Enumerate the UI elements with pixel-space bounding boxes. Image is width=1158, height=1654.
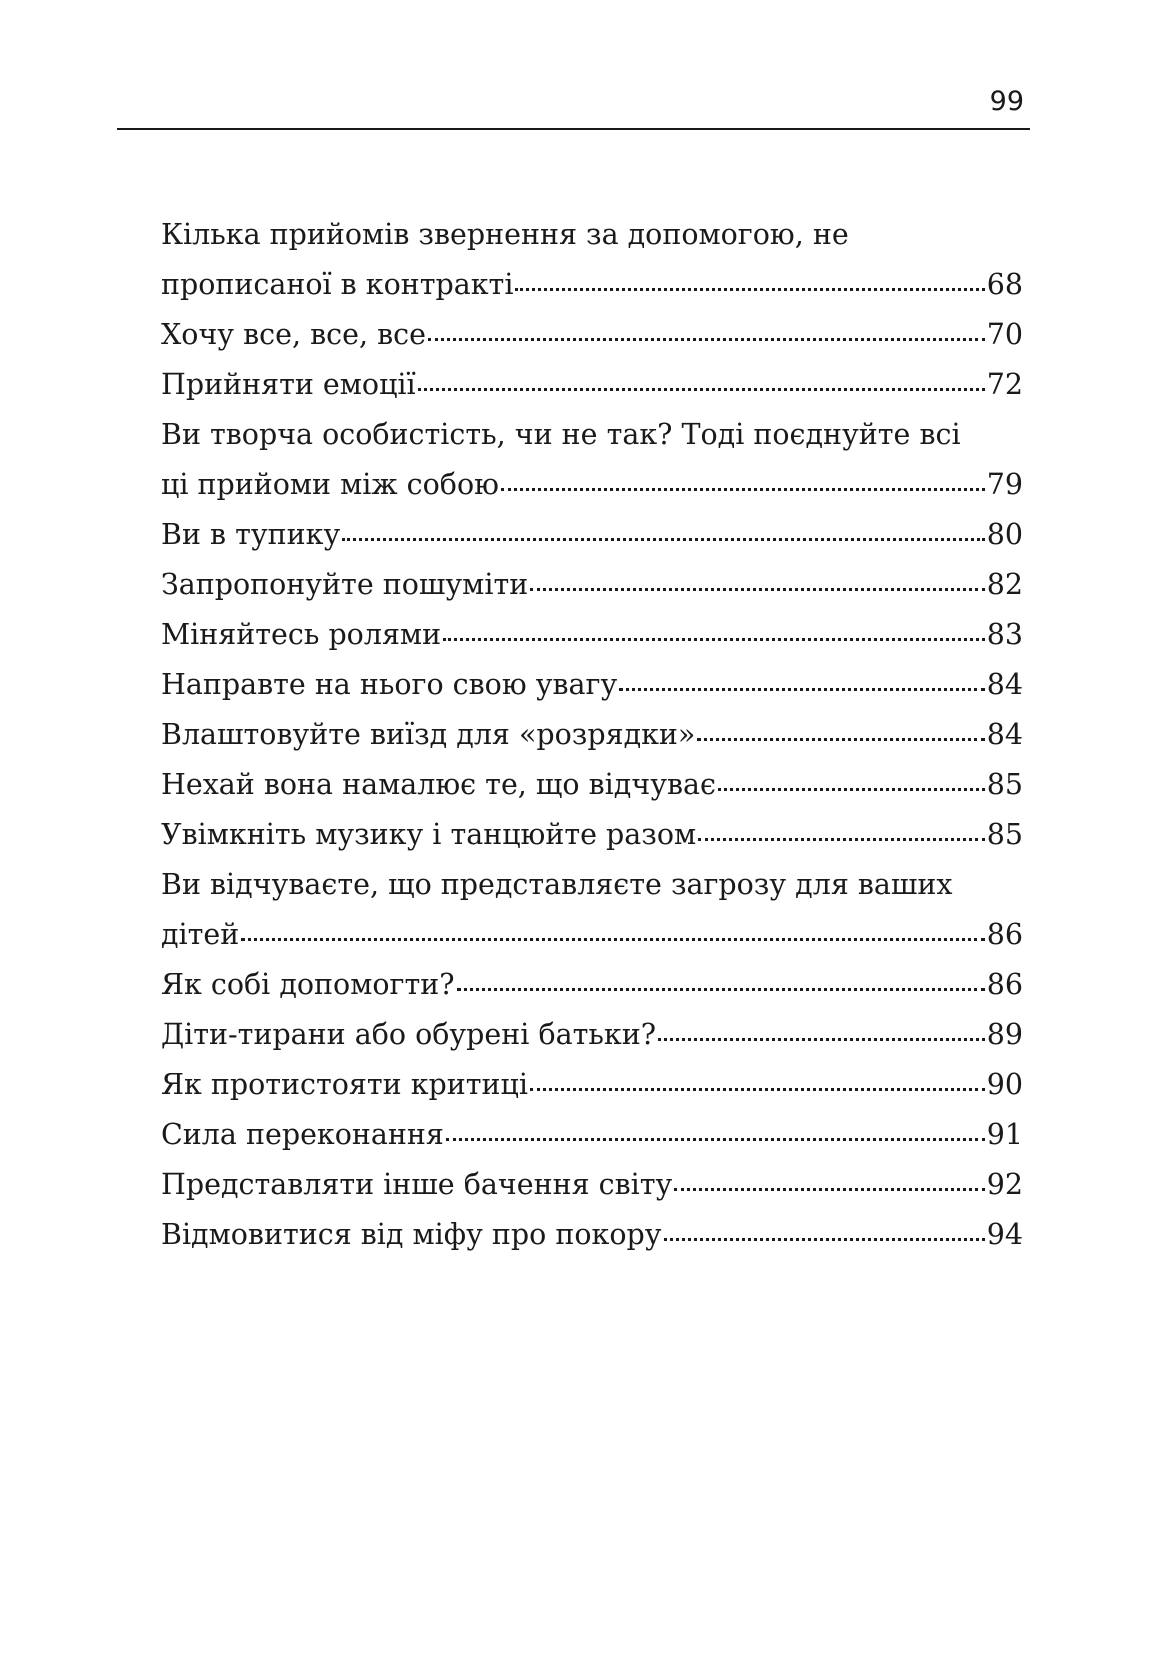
toc-entry-title-line: Ви відчуваєте, що представляєте загрозу для ваших	[161, 868, 953, 901]
toc-entry-page: 83	[986, 618, 1023, 651]
toc-entry	[161, 310, 1023, 360]
toc-entry-title: Влаштовуйте виїзд для «розрядки»	[161, 718, 696, 751]
dot-leader	[457, 988, 985, 991]
toc-entry	[161, 610, 1023, 660]
toc-entry-page: 85	[986, 818, 1023, 851]
header-rule	[117, 128, 1030, 130]
toc-entry-title: Відмовитися від міфу про покору	[161, 1218, 662, 1251]
dot-leader	[530, 1088, 985, 1091]
toc-entry-title: Направте на нього свою увагу	[161, 668, 618, 701]
toc-entry-page: 80	[986, 518, 1023, 551]
toc-entry	[161, 710, 1023, 760]
toc-entry-page: 92	[986, 1168, 1023, 1201]
dot-leader	[664, 1238, 985, 1241]
toc-entry-title: Як протистояти критиці	[161, 1068, 528, 1101]
toc-entry-page: 94	[986, 1218, 1023, 1251]
toc-entry	[161, 760, 1023, 810]
toc-entry-title: Увімкніть музику і танцюйте разом	[161, 818, 697, 851]
toc-entry-title-line: Кілька прийомів звернення за допомогою, не	[161, 218, 849, 251]
toc-entry-page: 79	[986, 468, 1023, 501]
toc-entry-title-line: Ви творча особистість, чи не так? Тоді поєднуйте всі	[161, 418, 961, 451]
toc-entry	[161, 660, 1023, 710]
toc-entry-title: Діти-тирани або обурені батьки?	[161, 1018, 656, 1051]
dot-leader	[718, 788, 985, 791]
dot-leader	[658, 1038, 985, 1041]
dot-leader	[418, 388, 985, 391]
toc-entry	[161, 1060, 1023, 1110]
toc-entry	[161, 360, 1023, 410]
dot-leader	[530, 588, 985, 591]
toc-entry-page: 72	[986, 368, 1023, 401]
toc-entry	[161, 1110, 1023, 1160]
toc-entry-page: 84	[986, 668, 1023, 701]
toc-entry-title: Як собі допомогти?	[161, 968, 455, 1001]
dot-leader	[619, 688, 985, 691]
toc-entry	[161, 1010, 1023, 1060]
toc-entry-title: Запропонуйте пошуміти	[161, 568, 529, 601]
toc-entry-title: Представляти інше бачення світу	[161, 1168, 673, 1201]
dot-leader	[698, 838, 985, 841]
toc-entry	[161, 810, 1023, 860]
toc-entry	[161, 410, 1023, 510]
toc-entry	[161, 960, 1023, 1010]
toc-entry-title: Міняйтесь ролями	[161, 618, 442, 651]
toc-entry-page: 84	[986, 718, 1023, 751]
dot-leader	[515, 288, 984, 291]
toc-entry-page: 82	[986, 568, 1023, 601]
dot-leader	[241, 938, 984, 941]
toc-entry-page: 70	[986, 318, 1023, 351]
toc-entry-title: Сила переконання	[161, 1118, 444, 1151]
dot-leader	[342, 538, 985, 541]
toc-entry-page: 90	[986, 1068, 1023, 1101]
toc-entry-title: Ви в тупику	[161, 518, 341, 551]
dot-leader	[446, 1138, 985, 1141]
toc-entry-title: прописаної в контракті	[161, 268, 514, 301]
toc-entry-page: 89	[986, 1018, 1023, 1051]
toc-entry	[161, 860, 1023, 960]
dot-leader	[697, 738, 984, 741]
toc-entry-page: 68	[986, 268, 1023, 301]
toc-entry-page: 85	[986, 768, 1023, 801]
toc-entry-page: 86	[986, 918, 1023, 951]
toc-entry-page: 91	[986, 1118, 1023, 1151]
page-number: 99	[989, 86, 1024, 117]
toc-entry	[161, 1160, 1023, 1210]
toc-entry	[161, 510, 1023, 560]
toc-entry-page: 86	[986, 968, 1023, 1001]
toc-entry	[161, 210, 1023, 310]
dot-leader	[501, 488, 985, 491]
table-of-contents	[161, 210, 1023, 1260]
toc-entry-title: Хочу все, все, все	[161, 318, 426, 351]
dot-leader	[674, 1188, 984, 1191]
toc-entry-title: ці прийоми між собою	[161, 468, 499, 501]
dot-leader	[428, 338, 985, 341]
toc-entry-title: Прийняти емоції	[161, 368, 416, 401]
toc-entry-title: Нехай вона намалює те, що відчуває	[161, 768, 716, 801]
toc-entry	[161, 1210, 1023, 1260]
toc-entry-title: дітей	[161, 918, 240, 951]
dot-leader	[443, 638, 985, 641]
toc-entry	[161, 560, 1023, 610]
